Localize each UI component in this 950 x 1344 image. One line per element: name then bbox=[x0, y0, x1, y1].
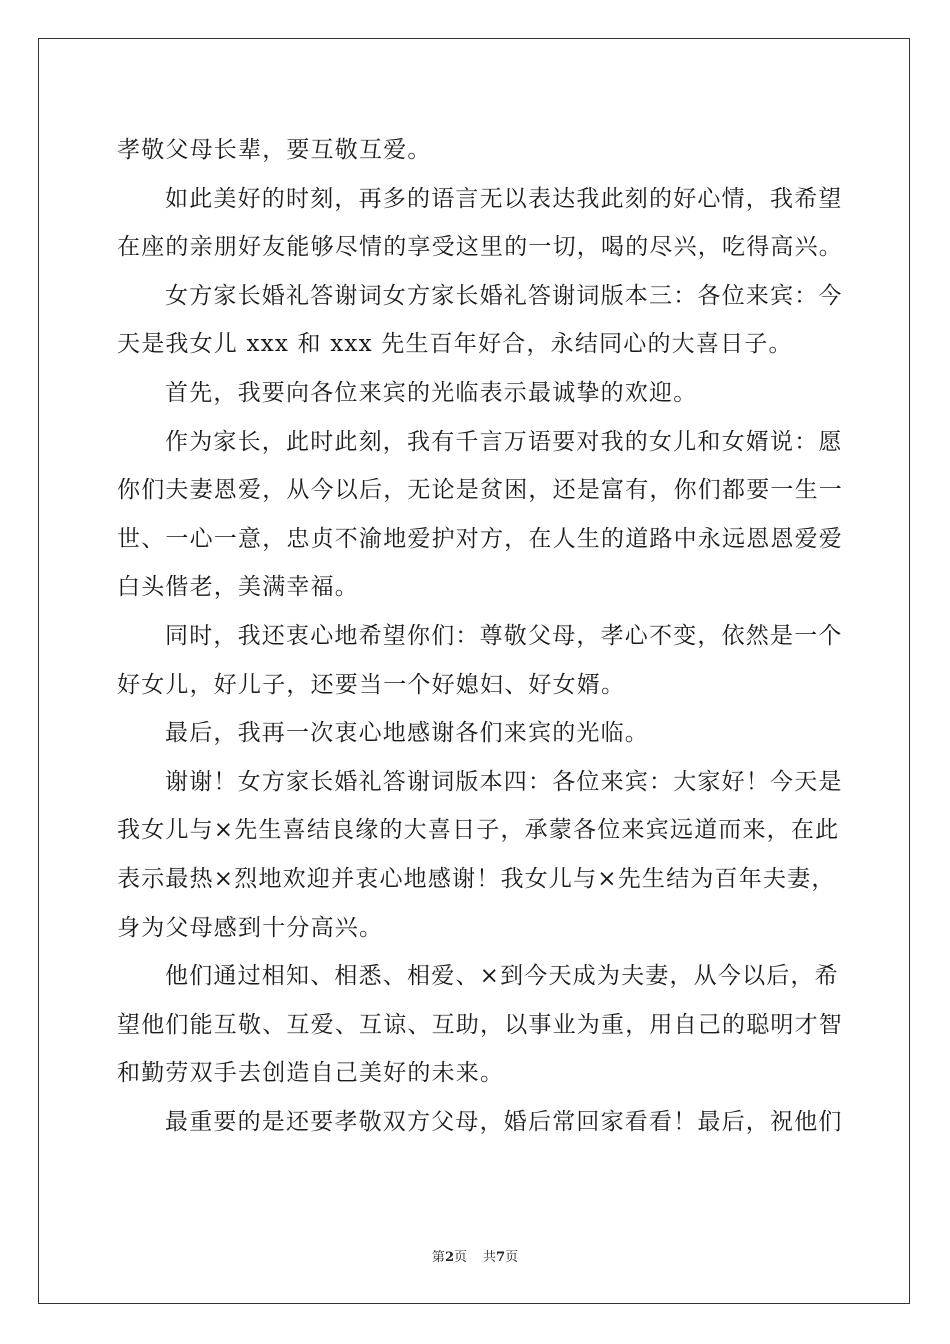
text-block bbox=[117, 126, 843, 1146]
text-line: 白头偕老，美满幸福。 bbox=[117, 574, 359, 601]
text-line: 女方家长婚礼答谢词女方家长婚礼答谢词版本三：各位来宾：今 bbox=[165, 282, 843, 309]
text-line: 同时，我还衷心地希望你们：尊敬父母，孝心不变，依然是一个 bbox=[165, 622, 843, 649]
page-footer bbox=[0, 1246, 950, 1265]
text-line: 身为父母感到十分高兴。 bbox=[117, 914, 384, 941]
text-line: 天是我女儿 xxx 和 xxx 先生百年好合，永结同心的大喜日子。 bbox=[117, 331, 793, 358]
page-total: 7 bbox=[496, 1250, 506, 1265]
text-line: 最后，我再一次衷心地感谢各们来宾的光临。 bbox=[165, 720, 649, 747]
page-prefix: 第 bbox=[431, 1250, 445, 1265]
text-line: 你们夫妻恩爱，从今以后，无论是贫困，还是富有，你们都要一生一 bbox=[117, 477, 843, 504]
text-line: 最重要的是还要孝敬双方父母，婚后常回家看看！最后，祝他们 bbox=[165, 1108, 843, 1135]
text-line: 首先，我要向各位来宾的光临表示最诚挚的欢迎。 bbox=[165, 379, 698, 406]
document-body bbox=[117, 126, 843, 1146]
text-line: 我女儿与×先生喜结良缘的大喜日子，承蒙各位来宾远道而来，在此 bbox=[117, 817, 840, 844]
text-line: 和勤劳双手去创造自己美好的未来。 bbox=[117, 1060, 505, 1087]
text-line: 表示最热×烈地欢迎并衷心地感谢！我女儿与×先生结为百年夫妻， bbox=[117, 865, 836, 892]
text-line: 望他们能互敬、互爱、互谅、互助，以事业为重，用自己的聪明才智 bbox=[117, 1011, 843, 1038]
text-line: 在座的亲朋好友能够尽情的享受这里的一切，喝的尽兴，吃得高兴。 bbox=[117, 234, 843, 261]
page-current: 2 bbox=[444, 1250, 454, 1265]
page-suffix: 页 bbox=[453, 1250, 467, 1265]
text-line: 他们通过相知、相悉、相爱、×到今天成为夫妻，从今以后，希 bbox=[165, 963, 839, 990]
text-line: 作为家长，此时此刻，我有千言万语要对我的女儿和女婿说：愿 bbox=[165, 428, 843, 455]
text-line: 好女儿，好儿子，还要当一个好媳妇、好女婿。 bbox=[117, 671, 626, 698]
text-line: 如此美好的时刻，再多的语言无以表达我此刻的好心情，我希望 bbox=[165, 185, 843, 212]
total-prefix: 共 bbox=[483, 1250, 497, 1265]
text-line: 世、一心一意，忠贞不渝地爱护对方，在人生的道路中永远恩恩爱爱 bbox=[117, 525, 843, 552]
text-line: 孝敬父母长辈，要互敬互爱。 bbox=[117, 137, 432, 163]
total-suffix: 页 bbox=[505, 1250, 519, 1265]
text-line: 谢谢！女方家长婚礼答谢词版本四：各位来宾：大家好！今天是 bbox=[165, 768, 843, 795]
